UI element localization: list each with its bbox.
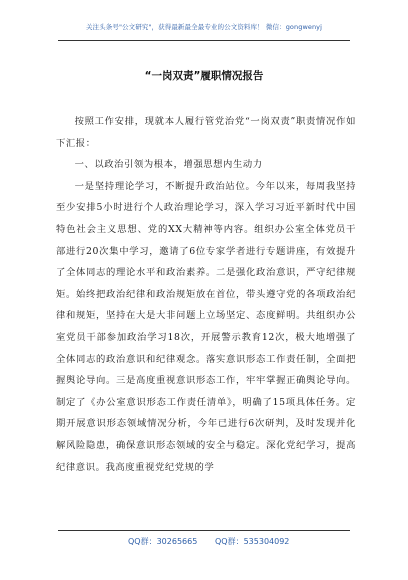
document-body xyxy=(56,111,356,478)
footer-qq-group-2: QQ群：535304092 xyxy=(215,537,290,546)
header-banner: 关注头条号"公文研究"，获得最新最全最专业的公文资料库！ 微信：gongwenyj xyxy=(85,23,323,31)
body-paragraph: 一是坚持理论学习，不断提升政治站位。今年以来，每周我坚持至少安排5小时进行个人政治理论学习，深入学习习近平新时代中国特色社会主义思想、党的XX大精神等内容。组织办公室全体党员干部进行20次集中学习，邀请了6位专家学者进行专题讲座，有效提升了全体同志的理论水平和政治素养。二是强化政治意识，严守纪律规矩。始终把政治纪律和政治规矩放在首位，带头遵守党的各项政治纪律和规矩，坚持在大是大非问题上立场坚定、态度鲜明。共组织办公室党员干部参加政治学习18次，开展警示教育12次，极大地增强了全体同志的政治意识和纪律观念。落实意识形态工作责任制，全面把握舆论导向。三是高度重视意识形态工作，牢牢掌握正确舆论导向。制定了《办公室意识形态工作责任清单》，明确了15项具体任务。定期开展意识形态领域情况分析，今年已进行6次研判，及时发现并化解风险隐患，确保意识形态领域的安全与稳定。深化党纪学习，提高纪律意识。我高度重视党纪党规的学 xyxy=(56,180,356,473)
footer-divider xyxy=(58,530,350,531)
footer-qq-group-1: QQ群：30265665 xyxy=(128,537,198,546)
intro-paragraph: 按照工作安排，现就本人履行管党治党“一岗双责”职责情况作如下汇报： xyxy=(56,116,356,149)
document-title: “一岗双责”履职情况报告 xyxy=(144,70,264,82)
section-heading: 一、以政治引领为根本，增强思想内生动力 xyxy=(74,159,263,171)
header-divider xyxy=(58,40,350,41)
